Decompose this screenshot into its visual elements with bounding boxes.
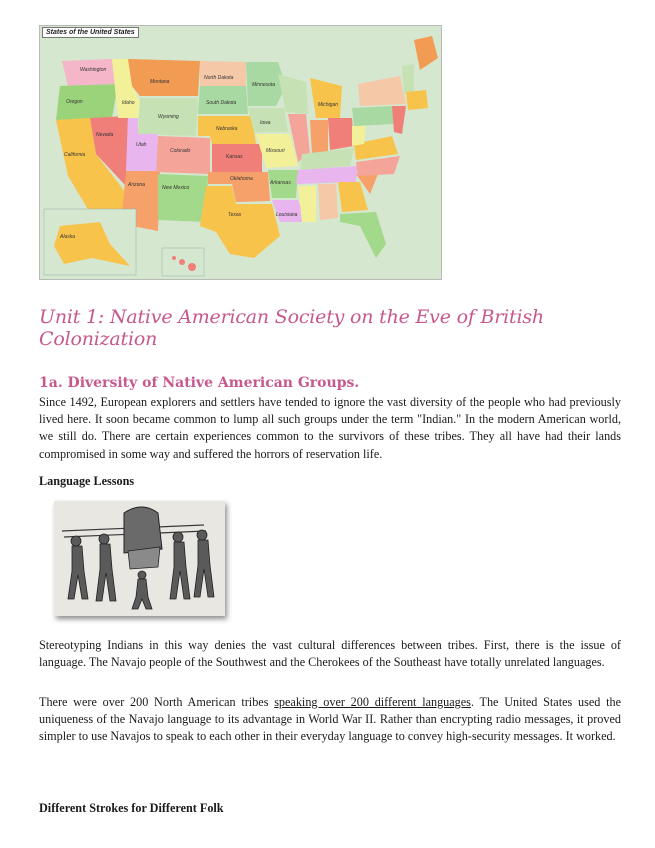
state-vermont [402, 64, 414, 94]
state-west-virginia [352, 126, 366, 146]
paragraph-200-tribes [39, 694, 621, 746]
paragraph-200-tribes-text-1: There were over 200 North American tribes [39, 695, 275, 709]
state-indiana [310, 120, 328, 154]
svg-text:Washington: Washington [80, 67, 107, 73]
state-new-mexico [158, 174, 208, 222]
svg-text:Minnesota: Minnesota [252, 82, 276, 88]
subheading-different-strokes: Different Strokes for Different Folk [39, 801, 224, 815]
svg-text:Oregon: Oregon [66, 99, 83, 105]
languages-link[interactable]: speaking over 200 different languages [274, 695, 471, 709]
svg-text:Arkansas: Arkansas [270, 180, 291, 186]
svg-text:Alaska: Alaska [60, 234, 76, 240]
svg-text:Texas: Texas [228, 212, 242, 218]
subheading-language-lessons: Language Lessons [39, 474, 135, 488]
paragraph-stereotyping: Stereotyping Indians in this way denies the vast cultural differences between tribes. First, there is the issue of language. The Navajo people of the Southwest and the Cherokees of the Southeast have totally unrelated languages. [39, 638, 621, 670]
svg-text:New Mexico: New Mexico [162, 185, 190, 191]
svg-text:Louisiana: Louisiana [276, 212, 298, 218]
native-bearers-illustration [54, 501, 225, 616]
svg-text:Missouri: Missouri [266, 148, 285, 154]
svg-text:Oklahoma: Oklahoma [230, 176, 253, 182]
us-states-map [39, 25, 442, 280]
paragraph-diversity: Since 1492, European explorers and settlers have tended to ignore the vast diversity of the people who had previously lived here. It soon became common to lump all such groups under the term "Indian." In the modern American world, we still do. There are certain experiences common to the survivors of these tribes. They all have had their lands compromised in some way and suffered the horrors of reservation life. [39, 395, 621, 461]
section-heading: 1a. Diversity of Native American Groups. [39, 375, 360, 391]
svg-text:Michigan: Michigan [318, 102, 339, 108]
svg-text:Nebraska: Nebraska [216, 126, 238, 132]
state-north-dakota [200, 61, 246, 86]
svg-text:North Dakota: North Dakota [204, 75, 234, 81]
svg-text:Utah: Utah [136, 142, 147, 148]
map-graphic [40, 26, 441, 279]
state-massachusetts [406, 90, 428, 110]
svg-text:Colorado: Colorado [170, 148, 191, 154]
state-pennsylvania [352, 106, 394, 126]
state-colorado [156, 136, 210, 174]
state-hawaii [188, 263, 196, 271]
svg-text:Nevada: Nevada [96, 132, 114, 138]
map-title: States of the United States [42, 27, 139, 38]
svg-text:Wyoming: Wyoming [158, 114, 179, 120]
state-ohio [328, 118, 354, 150]
illustration-graphic [54, 501, 225, 616]
unit-title: Unit 1: Native American Society on the Eve of British Colonization [39, 306, 544, 350]
svg-text:Iowa: Iowa [260, 120, 271, 126]
svg-text:Kansas: Kansas [226, 154, 243, 160]
svg-text:Arizona: Arizona [128, 182, 145, 188]
svg-text:Montana: Montana [150, 79, 170, 85]
paragraph-200-tribes-text-2: . The United States used the uniqueness of the Navajo language to its advantage in World War II. Rather than encrypting radio messages, it proved simpler to use Navajos to speak to each other in their everyday language to convey high-security messages. It worked. [39, 695, 621, 744]
state-montana [128, 59, 200, 96]
svg-text:Idaho: Idaho [122, 100, 135, 106]
state-alabama [318, 184, 338, 220]
svg-text:South Dakota: South Dakota [206, 100, 237, 106]
svg-text:California: California [64, 152, 86, 158]
